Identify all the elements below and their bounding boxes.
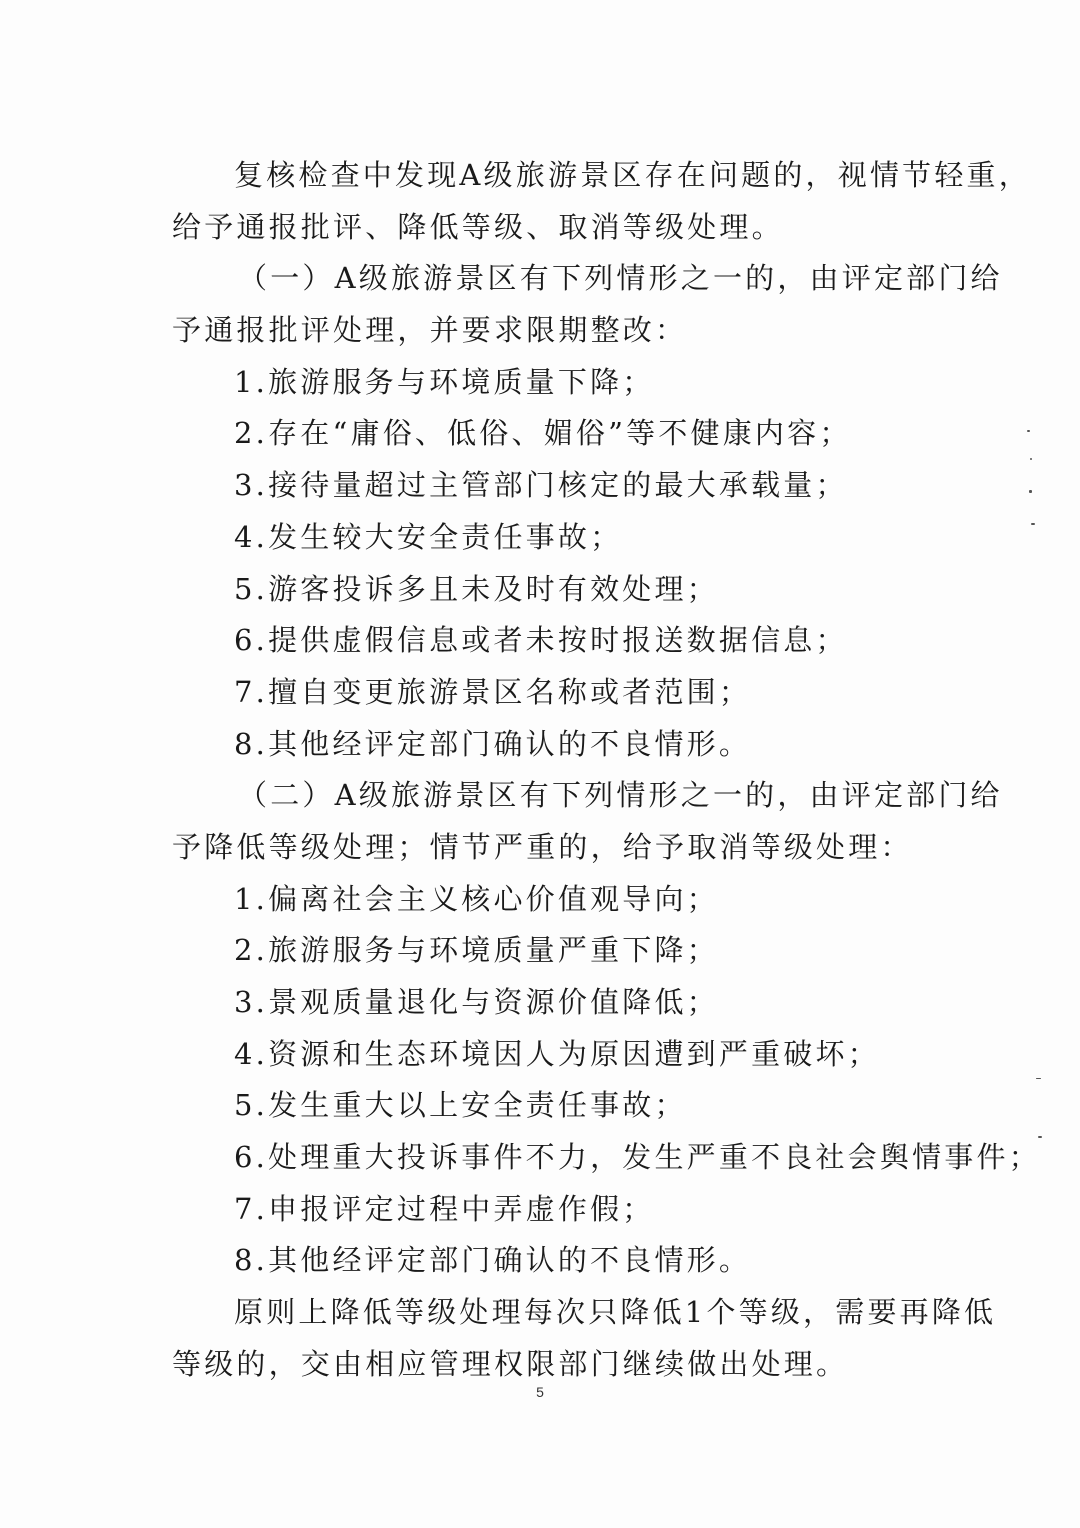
section-one-item-8: 8.其他经评定部门确认的不良情形。 [234,726,752,761]
section-two-item-2: 2.旅游服务与环境质量严重下降； [234,933,719,968]
scan-speck [1031,523,1035,525]
section-one-item-6: 6.提供虚假信息或者未按时报送数据信息； [234,623,848,658]
page-number: 5 [536,1384,544,1400]
section-two-item-4: 4.资源和生态环境因人为原因遭到严重破坏； [234,1036,880,1071]
section-one-item-5: 5.游客投诉多且未及时有效处理； [234,571,719,606]
section-two-item-7: 7.申报评定过程中弄虚作假； [234,1191,655,1226]
scan-speck [1030,458,1032,460]
section-two-item-5: 5.发生重大以上安全责任事故； [234,1088,687,1123]
section-one-item-3: 3.接待量超过主管部门核定的最大承载量； [234,468,848,503]
section-one-item-7: 7.擅自变更旅游景区名称或者范围； [234,674,752,709]
document-body [172,150,1041,1391]
section-one-heading-line-2: 予通报批评处理，并要求限期整改： [172,313,688,348]
section-one-heading-line-1: （一）A级旅游景区有下列情形之一的，由评定部门给 [238,261,1003,296]
scan-speck [1036,1078,1041,1079]
section-two-item-8: 8.其他经评定部门确认的不良情形。 [234,1243,752,1278]
section-one-item-1: 1.旅游服务与环境质量下降； [234,364,655,399]
section-two-heading-line-1: （二）A级旅游景区有下列情形之一的，由评定部门给 [238,778,1003,813]
section-one-item-4: 4.发生较大安全责任事故； [234,519,623,554]
scan-speck [1038,1136,1042,1138]
closing-paragraph-line-1: 原则上降低等级处理每次只降低1个等级，需要再降低 [234,1295,997,1330]
closing-paragraph-line-2: 等级的，交由相应管理权限部门继续做出处理。 [172,1346,849,1381]
paragraph-intro-line-2: 给予通报批评、降低等级、取消等级处理。 [172,209,784,244]
section-one-item-2: 2.存在“庸俗、低俗、媚俗”等不健康内容； [234,416,852,451]
section-two-item-1: 1.偏离社会主义核心价值观导向； [234,881,719,916]
scan-speck [1029,490,1032,493]
section-two-heading-line-2: 予降低等级处理；情节严重的，给予取消等级处理： [172,829,913,864]
paragraph-intro-line-1: 复核检查中发现A级旅游景区存在问题的，视情节轻重， [234,158,1031,192]
scan-speck [1027,430,1030,432]
section-two-item-3: 3.景观质量退化与资源价值降低； [234,985,719,1019]
section-two-item-6: 6.处理重大投诉事件不力，发生严重不良社会舆情事件； [234,1140,1041,1175]
